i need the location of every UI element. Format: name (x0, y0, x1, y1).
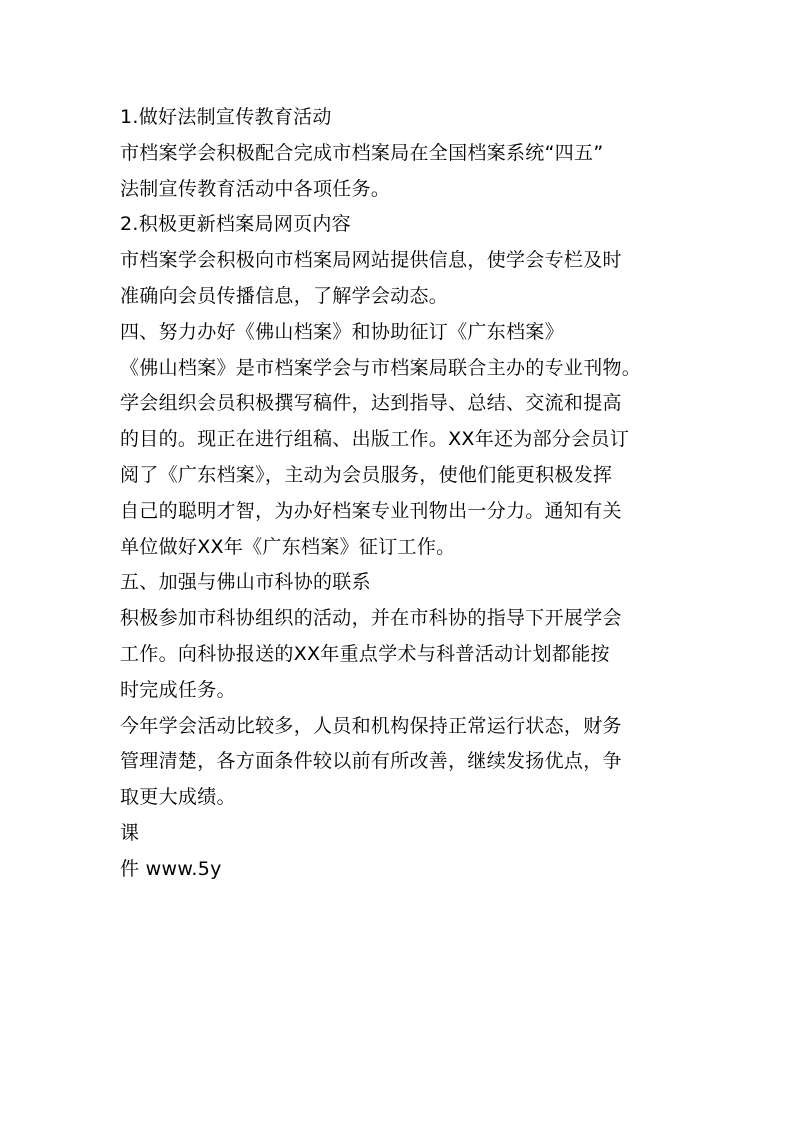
text-line: 准确向会员传播信息，了解学会动态。 (120, 284, 449, 307)
text-line: 单位做好XX年《广东档案》征订工作。 (120, 535, 456, 558)
text-line: 法制宣传教育活动中各项任务。 (120, 177, 391, 200)
text-line: 课 (120, 821, 140, 844)
text-line: 市档案学会积极配合完成市档案局在全国档案系统“四五” (120, 141, 604, 164)
text-line: 学会组织会员积极撰写稿件，达到指导、总结、交流和提高 (120, 392, 622, 415)
text-line: 积极参加市科协组织的活动，并在市科协的指导下开展学会 (120, 607, 622, 630)
heading-update-webpage: 2.积极更新档案局网页内容 (120, 213, 352, 236)
text-line: 工作。向科协报送的XX年重点学术与科普活动计划都能按 (120, 642, 610, 665)
text-line: 市档案学会积极向市档案局网站提供信息，使学会专栏及时 (120, 249, 622, 272)
text-line: 《佛山档案》是市档案学会与市档案局联合主办的专业刊物。 (120, 356, 642, 379)
heading-section-four: 四、努力办好《佛山档案》和协助征订《广东档案》 (120, 320, 564, 343)
document-body (120, 100, 690, 888)
text-line: 的目的。现正在进行组稿、出版工作。XX年还为部分会员订 (120, 428, 630, 451)
text-line: 时完成任务。 (120, 678, 236, 701)
text-line: 件 www.5y (120, 857, 222, 880)
text-line: 今年学会活动比较多，人员和机构保持正常运行状态，财务 (120, 714, 622, 737)
heading-section-five: 五、加强与佛山市科协的联系 (120, 571, 371, 594)
heading-legal-education: 1.做好法制宣传教育活动 (120, 106, 332, 128)
text-line: 阅了《广东档案》，主动为会员服务，使他们能更积极发挥 (120, 463, 613, 486)
text-line: 自己的聪明才智，为办好档案专业刊物出一分力。通知有关 (120, 499, 622, 522)
text-line: 管理清楚，各方面条件较以前有所改善，继续发扬优点，争 (120, 750, 622, 773)
text-line: 取更大成绩。 (120, 786, 236, 809)
